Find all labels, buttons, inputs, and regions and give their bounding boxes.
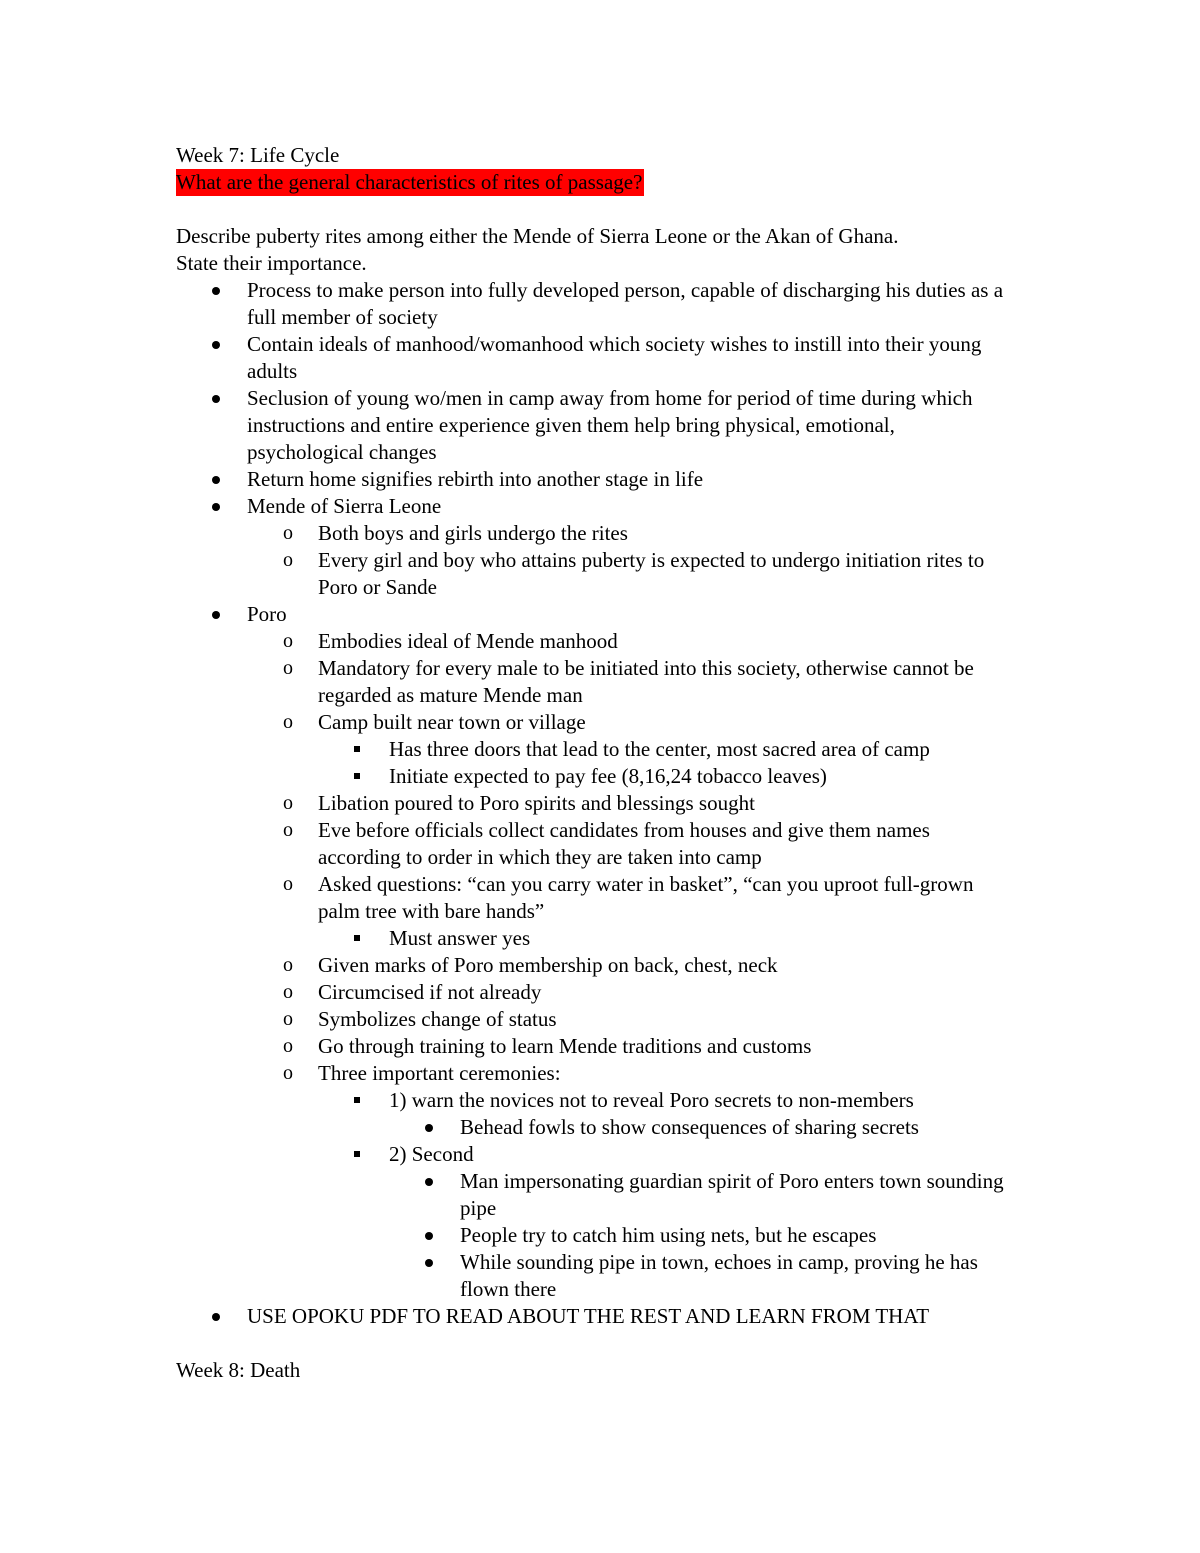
sub-sub-list-item — [318, 1141, 1036, 1303]
sub-sub-list-item — [318, 763, 1036, 790]
sub-sub-list-item — [318, 736, 1036, 763]
list-item — [176, 385, 1036, 466]
list-item — [176, 331, 1036, 385]
prompt — [176, 223, 1036, 277]
bullet-dot-icon — [425, 1249, 445, 1276]
sub-list-item — [247, 952, 1036, 979]
circle-bullet-icon: o — [283, 1008, 293, 1030]
list-item-text: Return home signifies rebirth into another stage in life — [247, 467, 704, 491]
circle-bullet-icon: o — [283, 1062, 293, 1084]
circle-bullet-icon: o — [283, 873, 293, 895]
bullet-dot-icon — [425, 1168, 445, 1195]
sub-list-item — [247, 1006, 1036, 1033]
square-bullet-icon — [354, 763, 374, 790]
document-body — [176, 142, 1036, 1384]
list-item-text: Must answer yes — [389, 926, 531, 950]
sub-list-item — [247, 628, 1036, 655]
sub-list-item — [247, 1060, 1036, 1303]
list-item-text: 2) Second — [389, 1142, 474, 1166]
circle-bullet-icon: o — [283, 549, 293, 571]
list-item-text: Eve before officials collect candidates from houses and give them names according to order in which they are taken into camp — [318, 818, 930, 869]
list-item-text: Initiate expected to pay fee (8,16,24 tobacco leaves) — [389, 764, 827, 788]
circle-bullet-icon: o — [283, 630, 293, 652]
list-item — [176, 601, 1036, 1303]
circle-bullet-icon: o — [283, 522, 293, 544]
week8-heading: Week 8: Death — [176, 1358, 301, 1382]
sub-list — [247, 520, 1036, 601]
list-item-text: Mende of Sierra Leone — [247, 494, 442, 518]
sub-list-item — [247, 1033, 1036, 1060]
circle-bullet-icon: o — [283, 819, 293, 841]
sub-list-item — [247, 547, 1036, 601]
list-item-text: Asked questions: “can you carry water in basket”, “can you uproot full-grown palm tree with bare hands” — [318, 872, 974, 923]
list-item-text: Libation poured to Poro spirits and blessings sought — [318, 791, 755, 815]
level4-list-item — [389, 1222, 1036, 1249]
list-item-text: Behead fowls to show consequences of sharing secrets — [460, 1115, 919, 1139]
circle-bullet-icon: o — [283, 711, 293, 733]
list-item-text: 1) warn the novices not to reveal Poro secrets to non-members — [389, 1088, 914, 1112]
sub-list — [247, 628, 1036, 1303]
square-bullet-icon — [354, 1087, 374, 1114]
list-item-text: Both boys and girls undergo the rites — [318, 521, 628, 545]
level4-list-item — [389, 1249, 1036, 1303]
list-item — [176, 493, 1036, 601]
list-item-text: While sounding pipe in town, echoes in camp, proving he has flown there — [460, 1250, 978, 1301]
highlighted-question: What are the general characteristics of rites of passage? — [176, 170, 643, 194]
prompt-line: State their importance. — [176, 251, 367, 275]
bullet-dot-icon — [425, 1222, 445, 1249]
square-bullet-icon — [354, 1141, 374, 1168]
sub-list-item — [247, 709, 1036, 790]
level4-list-item — [389, 1114, 1036, 1141]
sub-sub-list-item — [318, 925, 1036, 952]
circle-bullet-icon: o — [283, 792, 293, 814]
list-item-text: Symbolizes change of status — [318, 1007, 557, 1031]
bullet-dot-icon — [212, 1303, 232, 1330]
bullet-list — [176, 277, 1036, 1330]
list-item-text: Poro — [247, 602, 287, 626]
bullet-dot-icon — [212, 493, 232, 520]
list-item-text: Has three doors that lead to the center, most sacred area of camp — [389, 737, 930, 761]
sub-sub-list-item — [318, 1087, 1036, 1141]
list-item-text: Three important ceremonies: — [318, 1061, 561, 1085]
list-item — [176, 466, 1036, 493]
level4-list — [389, 1114, 1036, 1141]
list-item-text: Contain ideals of manhood/womanhood which society wishes to instill into their young adults — [247, 332, 982, 383]
list-item-text: Embodies ideal of Mende manhood — [318, 629, 618, 653]
prompt-line: Describe puberty rites among either the Mende of Sierra Leone or the Akan of Ghana. — [176, 224, 899, 248]
square-bullet-icon — [354, 736, 374, 763]
bullet-dot-icon — [212, 331, 232, 358]
bullet-dot-icon — [212, 277, 232, 304]
list-item-text: Seclusion of young wo/men in camp away from home for period of time during which instructions and entire experience given them help bring physical, emotional, psychological changes — [247, 386, 973, 464]
list-item-text: Mandatory for every male to be initiated into this society, otherwise cannot be regarded as mature Mende man — [318, 656, 974, 707]
list-item-text: Process to make person into fully developed person, capable of discharging his duties as a full member of society — [247, 278, 1004, 329]
list-item-text: USE OPOKU PDF TO READ ABOUT THE REST AND LEARN FROM THAT — [247, 1304, 930, 1328]
question-line — [176, 169, 1036, 196]
list-item-text: Circumcised if not already — [318, 980, 542, 1004]
bullet-dot-icon — [212, 385, 232, 412]
sub-list-item — [247, 979, 1036, 1006]
list-item-text: People try to catch him using nets, but he escapes — [460, 1223, 877, 1247]
bullet-dot-icon — [425, 1114, 445, 1141]
list-item-text: Every girl and boy who attains puberty is expected to undergo initiation rites to Poro or Sande — [318, 548, 985, 599]
level4-list-item — [389, 1168, 1036, 1222]
list-item-text: Go through training to learn Mende traditions and customs — [318, 1034, 812, 1058]
week7-heading: Week 7: Life Cycle — [176, 143, 340, 167]
square-bullet-icon — [354, 925, 374, 952]
list-item — [176, 1303, 1036, 1330]
circle-bullet-icon: o — [283, 1035, 293, 1057]
bullet-dot-icon — [212, 601, 232, 628]
sub-sub-list — [318, 736, 1036, 790]
level4-list — [389, 1168, 1036, 1303]
blank-line — [176, 196, 1036, 223]
list-item-text: Camp built near town or village — [318, 710, 586, 734]
sub-list-item — [247, 520, 1036, 547]
list-item — [176, 277, 1036, 331]
circle-bullet-icon: o — [283, 981, 293, 1003]
list-item-text: Given marks of Poro membership on back, chest, neck — [318, 953, 778, 977]
sub-list-item — [247, 790, 1036, 817]
sub-list-item — [247, 817, 1036, 871]
sub-list-item — [247, 871, 1036, 952]
sub-list-item — [247, 655, 1036, 709]
circle-bullet-icon: o — [283, 657, 293, 679]
circle-bullet-icon: o — [283, 954, 293, 976]
list-item-text: Man impersonating guardian spirit of Poro enters town sounding pipe — [460, 1169, 1004, 1220]
bullet-dot-icon — [212, 466, 232, 493]
sub-sub-list — [318, 1087, 1036, 1303]
sub-sub-list — [318, 925, 1036, 952]
